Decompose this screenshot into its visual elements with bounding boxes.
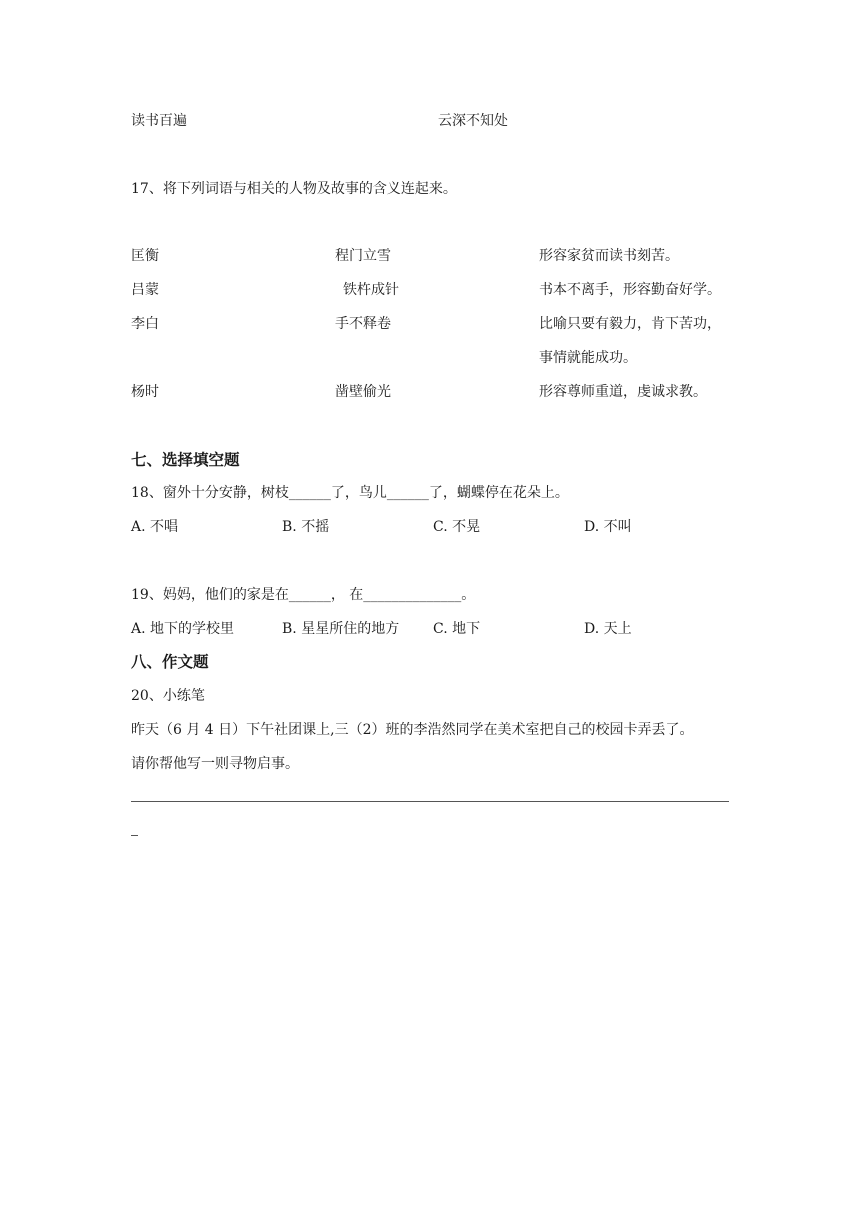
- section-heading: 七、选择填空题: [131, 451, 240, 469]
- q17-idiom: 程门立雪: [335, 248, 391, 264]
- q17-person: 李白: [131, 316, 159, 332]
- match-right-phrase: 云深不知处: [438, 113, 508, 129]
- q20-instruction: 请你帮他写一则寻物启事。: [131, 756, 299, 772]
- q17-person: 匡衡: [131, 248, 159, 264]
- q19-prompt: 19、妈妈，他们的家是在______， 在______________。: [131, 587, 476, 603]
- q19-option: D. 天上: [584, 621, 632, 637]
- section-heading: 八、作文题: [131, 653, 209, 671]
- q18-option: C. 不晃: [433, 519, 481, 535]
- q18-option: A. 不唱: [131, 519, 179, 535]
- q19-option: C. 地下: [433, 621, 481, 637]
- answer-line-stub: [131, 835, 138, 836]
- q17-idiom: 手不释卷: [335, 316, 391, 332]
- q17-meaning: 比喻只要有毅力，肯下苦功，: [539, 316, 721, 332]
- q18-option: B. 不摇: [282, 519, 330, 535]
- q17-meaning: 形容家贫而读书刻苦。: [539, 248, 679, 264]
- q17-person: 杨时: [131, 384, 159, 400]
- answer-line[interactable]: [131, 801, 729, 802]
- q19-option: A. 地下的学校里: [131, 621, 235, 637]
- q20-title: 20、小练笔: [131, 688, 205, 704]
- q17-person: 吕蒙: [131, 282, 159, 298]
- q17-prompt: 17、将下列词语与相关的人物及故事的含义连起来。: [131, 181, 457, 197]
- q17-idiom: 铁杵成针: [343, 282, 399, 298]
- q18-prompt: 18、窗外十分安静，树枝______了，鸟儿______了，蝴蝶停在花朵上。: [131, 485, 569, 501]
- q17-meaning-continued: 事情就能成功。: [539, 350, 637, 366]
- q17-idiom: 凿壁偷光: [335, 384, 391, 400]
- q17-meaning: 形容尊师重道，虔诚求教。: [539, 384, 707, 400]
- q17-meaning: 书本不离手，形容勤奋好学。: [539, 282, 721, 298]
- q18-option: D. 不叫: [584, 519, 632, 535]
- q20-instruction: 昨天（6 月 4 日）下午社团课上,三（2）班的李浩然同学在美术室把自己的校园卡弄丢了。: [131, 722, 694, 738]
- match-left-phrase: 读书百遍: [131, 113, 187, 129]
- q19-option: B. 星星所住的地方: [282, 621, 400, 637]
